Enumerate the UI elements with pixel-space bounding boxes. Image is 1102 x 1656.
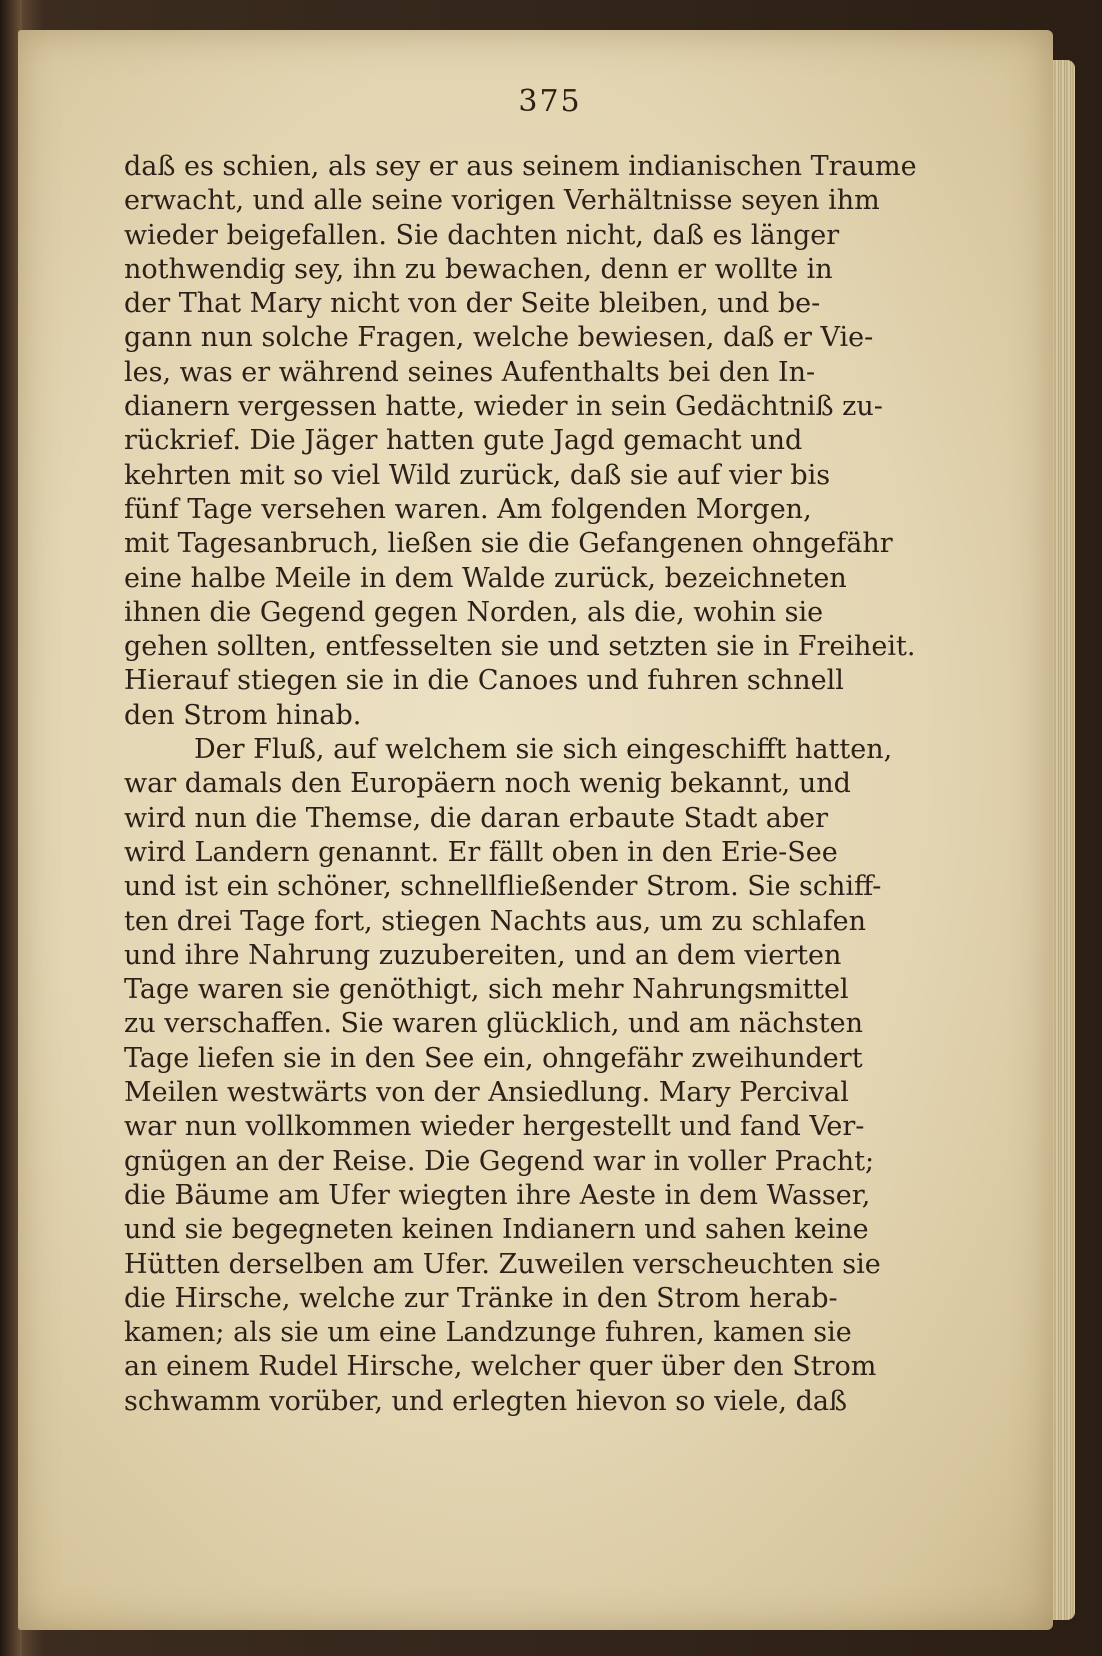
text-line: Tage waren sie genöthigt, sich mehr Nahrungsmittel	[124, 974, 849, 1006]
page-number: 375	[518, 84, 582, 119]
text-line: zu verschaffen. Sie waren glücklich, und am nächsten	[124, 1008, 864, 1040]
text-line: gehen sollten, entfesselten sie und setzten sie in Freiheit.	[124, 631, 916, 663]
text-line: wird nun die Themse, die daran erbaute Stadt aber	[124, 802, 829, 834]
text-line: fünf Tage versehen waren. Am folgenden Morgen,	[124, 493, 812, 525]
paragraph-start-line: Der Fluß, auf welchem sie sich eingeschifft hatten,	[194, 734, 893, 766]
text-line: war damals den Europäern noch wenig bekannt, und	[124, 768, 851, 800]
text-line: les, was er während seines Aufenthalts bei den In-	[124, 356, 816, 388]
text-line: kamen; als sie um eine Landzunge fuhren, kamen sie	[124, 1317, 852, 1349]
text-line: ihnen die Gegend gegen Norden, als die, wohin sie	[124, 596, 824, 628]
text-line: erwacht, und alle seine vorigen Verhältnisse seyen ihm	[124, 185, 880, 217]
text-line: dianern vergessen hatte, wieder in sein Gedächtniß zu-	[124, 391, 883, 423]
text-line: und ist ein schöner, schnellfließender Strom. Sie schiff-	[124, 871, 882, 903]
text-line: und ihre Nahrung zuzubereiten, und an dem vierten	[124, 939, 842, 971]
text-line: Hütten derselben am Ufer. Zuweilen verscheuchten sie	[124, 1248, 881, 1280]
page-edges	[1053, 60, 1075, 1620]
text-line: schwamm vorüber, und erlegten hievon so viele, daß	[124, 1385, 848, 1417]
text-line: der That Mary nicht von der Seite bleiben, und be-	[124, 288, 821, 320]
text-line: wird Landern genannt. Er fällt oben in den Erie-See	[124, 836, 838, 868]
text-line: rückrief. Die Jäger hatten gute Jagd gemacht und	[124, 425, 803, 457]
text-line: die Bäume am Ufer wiegten ihre Aeste in dem Wasser,	[124, 1179, 871, 1211]
text-line: eine halbe Meile in dem Walde zurück, bezeichneten	[124, 562, 847, 594]
text-line: daß es schien, als sey er aus seinem indianischen Traume	[124, 151, 917, 182]
text-line: Hierauf stiegen sie in die Canoes und fuhren schnell	[124, 665, 844, 697]
text-line: Meilen westwärts von der Ansiedlung. Mary Percival	[124, 1077, 849, 1109]
text-line: Tage liefen sie in den See ein, ohngefähr zweihundert	[124, 1042, 863, 1074]
text-line: die Hirsche, welche zur Tränke in den Strom herab-	[124, 1282, 838, 1314]
text-line: ten drei Tage fort, stiegen Nachts aus, um zu schlafen	[124, 905, 867, 937]
body-text	[124, 150, 944, 1419]
text-line: war nun vollkommen wieder hergestellt und fand Ver-	[124, 1111, 865, 1143]
text-line: nothwendig sey, ihn zu bewachen, denn er wollte in	[124, 253, 833, 285]
text-line: mit Tagesanbruch, ließen sie die Gefangenen ohngefähr	[124, 528, 893, 560]
text-line: gnügen an der Reise. Die Gegend war in voller Pracht;	[124, 1145, 875, 1177]
text-line: und sie begegneten keinen Indianern und sahen keine	[124, 1214, 869, 1246]
text-line: an einem Rudel Hirsche, welcher quer über den Strom	[124, 1351, 877, 1383]
text-line: gann nun solche Fragen, welche bewiesen, daß er Vie-	[124, 322, 874, 354]
text-line: den Strom hinab.	[124, 699, 362, 731]
text-line: wieder beigefallen. Sie dachten nicht, daß es länger	[124, 219, 840, 251]
text-line: kehrten mit so viel Wild zurück, daß sie auf vier bis	[124, 459, 831, 491]
